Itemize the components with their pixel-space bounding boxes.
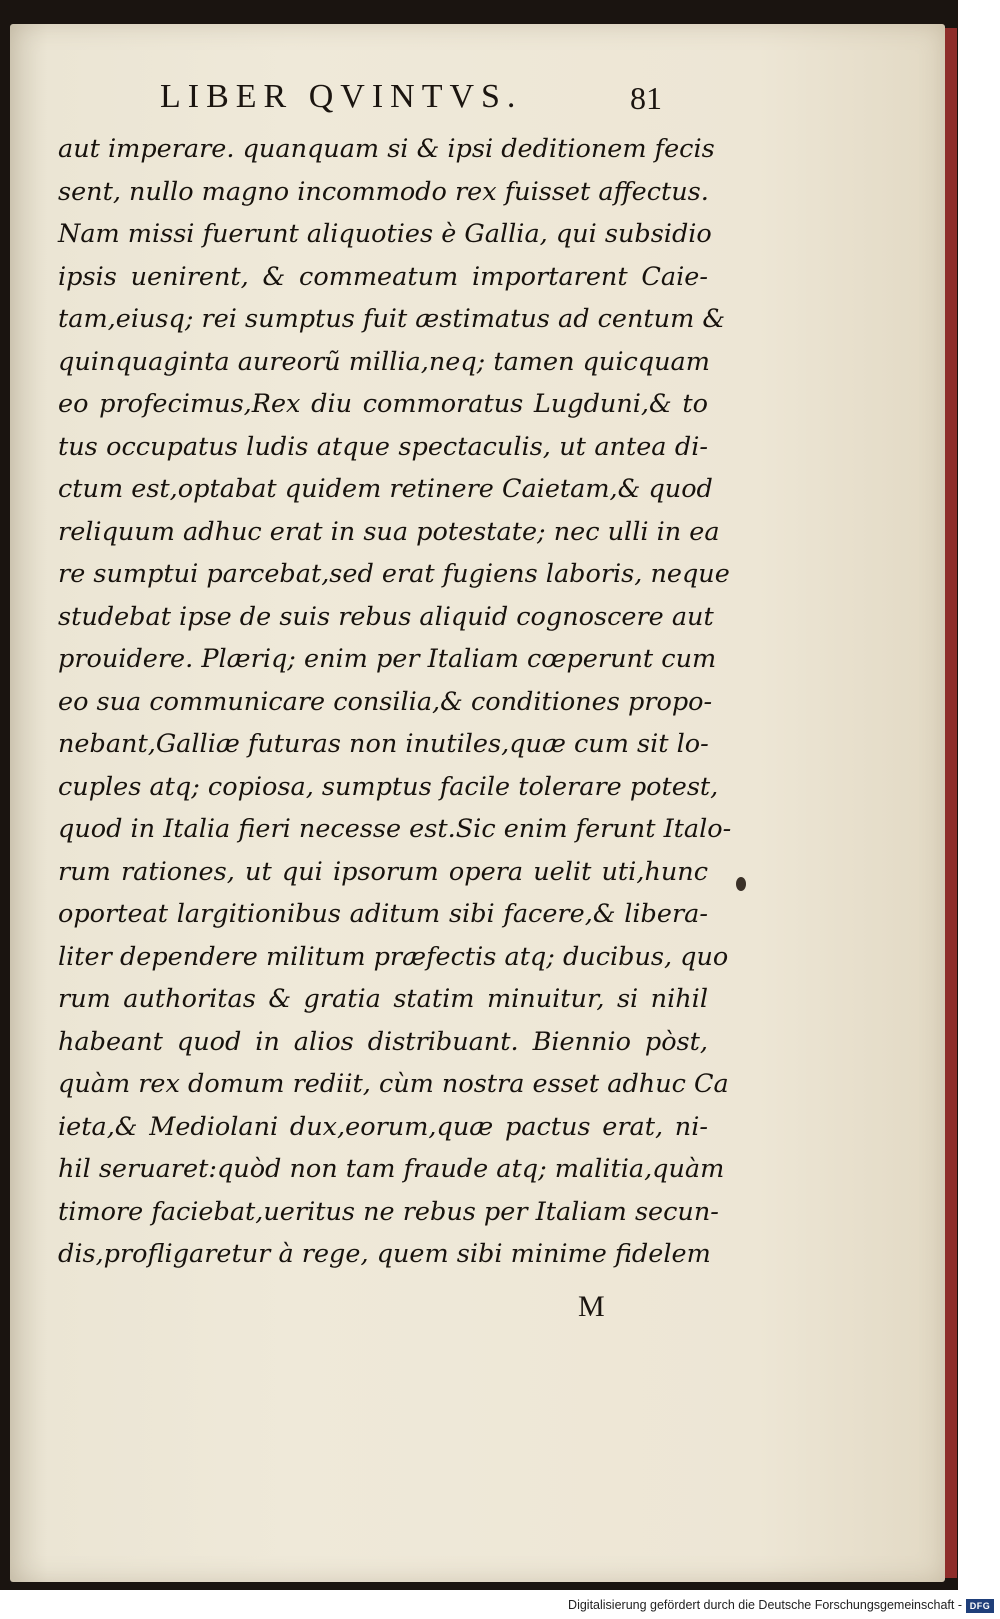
text-line: rum rationes, ut qui ipsorum opera uelit uti,hunc — [58, 856, 708, 887]
text-line: liter dependere militum præfectis atq; ducibus, quo — [58, 941, 729, 972]
text-line: ctum est,optabat quidem retinere Caietam,& quod — [58, 474, 713, 504]
text-line: rum authoritas & gratia statim minuitur, si nihil — [58, 984, 708, 1014]
dfg-logo-icon: DFG — [966, 1599, 994, 1613]
text-line: Nam missi fuerunt aliquoties è Gallia, qui subsidio — [58, 219, 712, 249]
text-line: quod in Italia fieri necesse est.Sic enim ferunt Italo- — [58, 814, 732, 844]
text-line: studebat ipse de suis rebus aliquid cognoscere aut — [58, 601, 714, 632]
text-line: sent, nullo magno incommodo rex fuisset affectus. — [58, 176, 709, 207]
text-line: cuples atq; copiosa, sumptus facile tolerare potest, — [58, 771, 719, 802]
running-head: LIBER QVINTVS. — [160, 78, 523, 115]
text-line: eo sua communicare consilia,& conditiones propo- — [58, 686, 713, 717]
body-text — [58, 128, 732, 1276]
text-line: ieta,& Mediolani dux,eorum,quæ pactus erat, ni- — [58, 1111, 708, 1142]
text-line: dis,profligaretur à rege, quem sibi minime fidelem — [58, 1239, 711, 1269]
text-line: quinquaginta aureorũ millia,neq; tamen quicquam — [58, 346, 710, 377]
text-line: tus occupatus ludis atque spectaculis, ut antea di- — [58, 431, 708, 462]
footer-credit: Digitalisierung gefördert durch die Deutsche Forschungsgemeinschaft - — [568, 1598, 962, 1612]
signature-mark: M — [578, 1290, 605, 1323]
text-line: quàm rex domum rediit, cùm nostra esset adhuc Ca — [58, 1069, 729, 1099]
text-line: timore faciebat,ueritus ne rebus per Italiam secun- — [58, 1196, 719, 1227]
text-line: nebant,Galliæ futuras non inutiles,quæ cum sit lo- — [58, 729, 709, 759]
text-line: eo profecimus,Rex diu commoratus Lugduni,& to — [58, 389, 708, 419]
text-line: habeant quod in alios distribuant. Biennio pòst, — [58, 1026, 708, 1057]
text-line: reliquum adhuc erat in sua potestate; nec ulli in ea — [58, 516, 720, 547]
text-line: oporteat largitionibus aditum sibi facere,& libera- — [58, 899, 708, 929]
text-line: prouidere. Plæriq; enim per Italiam cœperunt cum — [58, 644, 717, 674]
page-edge — [945, 28, 957, 1578]
folio-number: 81 — [630, 80, 662, 116]
text-line: hil seruaret:quòd non tam fraude atq; malitia,quàm — [58, 1154, 725, 1184]
footer-bar — [0, 1590, 1000, 1619]
text-line: aut imperare. quanquam si & ipsi deditionem fecis — [58, 134, 715, 164]
text-line: tam,eiusq; rei sumptus fuit æstimatus ad centum & — [58, 304, 726, 334]
text-line: ipsis uenirent, & commeatum importarent Caie- — [58, 261, 708, 292]
text-line: re sumptui parcebat,sed erat fugiens laboris, neque — [58, 559, 730, 589]
ink-speck — [736, 877, 746, 891]
